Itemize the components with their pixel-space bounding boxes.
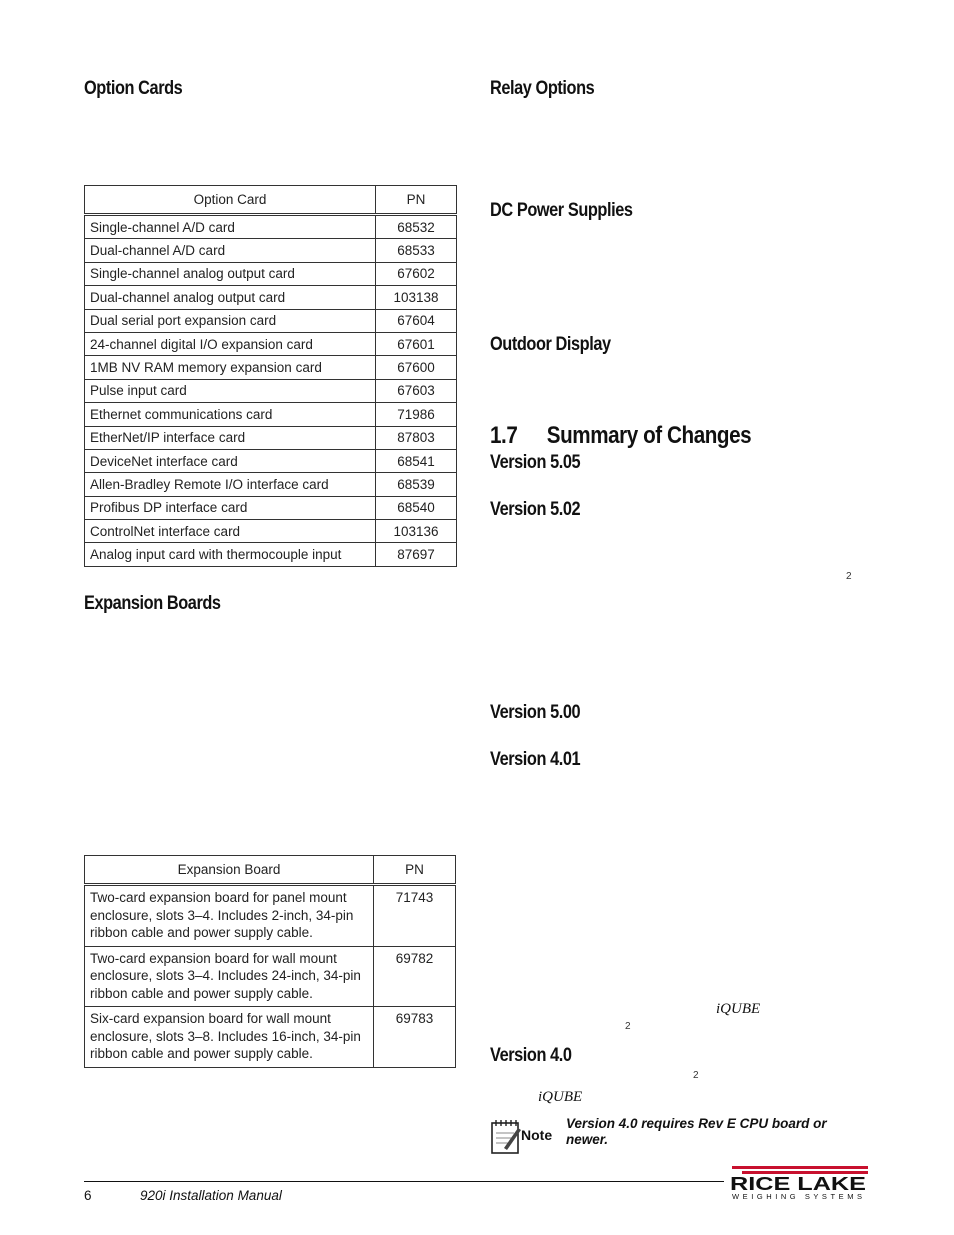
- expansion-boards-heading: Expansion Boards: [84, 593, 221, 614]
- description-cell: Two-card expansion board for wall mount enclosure, slots 3–4. Includes 24-inch, 34-pin ribbon cable and power supply cable.: [85, 946, 374, 1007]
- part-number-cell: 67603: [376, 379, 457, 402]
- section-number: 1.7: [490, 422, 518, 449]
- part-number-cell: 67601: [376, 332, 457, 355]
- part-number-cell: 71743: [374, 885, 456, 947]
- part-number-cell: 71986: [376, 403, 457, 426]
- table-row: [85, 885, 456, 947]
- description-cell: Ethernet communications card: [85, 403, 376, 426]
- description-cell: EtherNet/IP interface card: [85, 426, 376, 449]
- version-5-00-heading: Version 5.00: [490, 702, 581, 723]
- table-row: [85, 286, 457, 309]
- version-4-0-heading: Version 4.0: [490, 1045, 572, 1066]
- option-cards-heading: Option Cards: [84, 78, 183, 99]
- expansion-boards-table: [84, 855, 456, 1068]
- footer-divider: [84, 1181, 724, 1182]
- version-5-05-heading: Version 5.05: [490, 452, 581, 473]
- table-row: [85, 403, 457, 426]
- description-cell: DeviceNet interface card: [85, 449, 376, 472]
- column-header-option-card: Option Card: [85, 186, 376, 215]
- part-number-cell: 67604: [376, 309, 457, 332]
- version-4-01-heading: Version 4.01: [490, 749, 581, 770]
- iqube-text: iQUBE: [716, 1001, 761, 1017]
- description-cell: Six-card expansion board for wall mount enclosure, slots 3–8. Includes 16-inch, 34-pin ribbon cable and power supply cable.: [85, 1007, 374, 1068]
- part-number-cell: 87697: [376, 543, 457, 566]
- description-cell: Dual-channel A/D card: [85, 239, 376, 262]
- table-row: [85, 379, 457, 402]
- table-row: [85, 449, 457, 472]
- description-cell: Analog input card with thermocouple input: [85, 543, 376, 566]
- dc-power-supplies-heading: DC Power Supplies: [490, 200, 633, 221]
- description-cell: 1MB NV RAM memory expansion card: [85, 356, 376, 379]
- note-label: Note: [521, 1127, 553, 1143]
- description-cell: Two-card expansion board for panel mount enclosure, slots 3–4. Includes 2-inch, 34-pin ribbon cable and power supply cable.: [85, 885, 374, 947]
- section-heading: [490, 422, 751, 450]
- part-number-cell: 87803: [376, 426, 457, 449]
- table-row: [85, 309, 457, 332]
- part-number-cell: 103136: [376, 520, 457, 543]
- table-row: [85, 356, 457, 379]
- superscript-2: 2: [693, 1070, 699, 1081]
- logo-tagline: WEIGHING SYSTEMS: [732, 1192, 864, 1201]
- part-number-cell: 68540: [376, 496, 457, 519]
- description-cell: ControlNet interface card: [85, 520, 376, 543]
- column-header-expansion-board: Expansion Board: [85, 856, 374, 885]
- outdoor-display-heading: Outdoor Display: [490, 334, 611, 355]
- manual-title: 920i Installation Manual: [140, 1188, 282, 1203]
- description-cell: Pulse input card: [85, 379, 376, 402]
- option-cards-table: [84, 185, 457, 567]
- note-text: Version 4.0 requires Rev E CPU board or newer.: [566, 1116, 827, 1147]
- table-row: [85, 520, 457, 543]
- table-row: [85, 1007, 456, 1068]
- superscript-2: 2: [625, 1021, 631, 1032]
- part-number-cell: 68539: [376, 473, 457, 496]
- part-number-cell: 67600: [376, 356, 457, 379]
- column-header-pn: PN: [374, 856, 456, 885]
- table-row: [85, 473, 457, 496]
- description-cell: 24-channel digital I/O expansion card: [85, 332, 376, 355]
- description-cell: Allen-Bradley Remote I/O interface card: [85, 473, 376, 496]
- description-cell: Single-channel analog output card: [85, 262, 376, 285]
- superscript-2: 2: [846, 571, 852, 582]
- table-row: [85, 332, 457, 355]
- part-number-cell: 103138: [376, 286, 457, 309]
- description-cell: Dual-channel analog output card: [85, 286, 376, 309]
- table-row: [85, 239, 457, 262]
- part-number-cell: 68532: [376, 215, 457, 239]
- table-row: [85, 426, 457, 449]
- part-number-cell: 68533: [376, 239, 457, 262]
- part-number-cell: 67602: [376, 262, 457, 285]
- part-number-cell: 68541: [376, 449, 457, 472]
- table-row: [85, 215, 457, 239]
- table-row: [85, 496, 457, 519]
- page-number: 6: [84, 1188, 92, 1203]
- logo-wordmark: RICE LAKE: [730, 1174, 866, 1194]
- part-number-cell: 69783: [374, 1007, 456, 1068]
- rice-lake-logo: [728, 1166, 870, 1202]
- relay-options-heading: Relay Options: [490, 78, 595, 99]
- table-row: [85, 946, 456, 1007]
- description-cell: Single-channel A/D card: [85, 215, 376, 239]
- part-number-cell: 69782: [374, 946, 456, 1007]
- version-5-02-heading: Version 5.02: [490, 499, 581, 520]
- column-header-pn: PN: [376, 186, 457, 215]
- table-row: [85, 262, 457, 285]
- section-title: Summary of Changes: [546, 422, 752, 449]
- note-pad-icon: [490, 1118, 524, 1156]
- iqube-text: iQUBE: [538, 1089, 583, 1105]
- table-row: [85, 543, 457, 566]
- description-cell: Profibus DP interface card: [85, 496, 376, 519]
- description-cell: Dual serial port expansion card: [85, 309, 376, 332]
